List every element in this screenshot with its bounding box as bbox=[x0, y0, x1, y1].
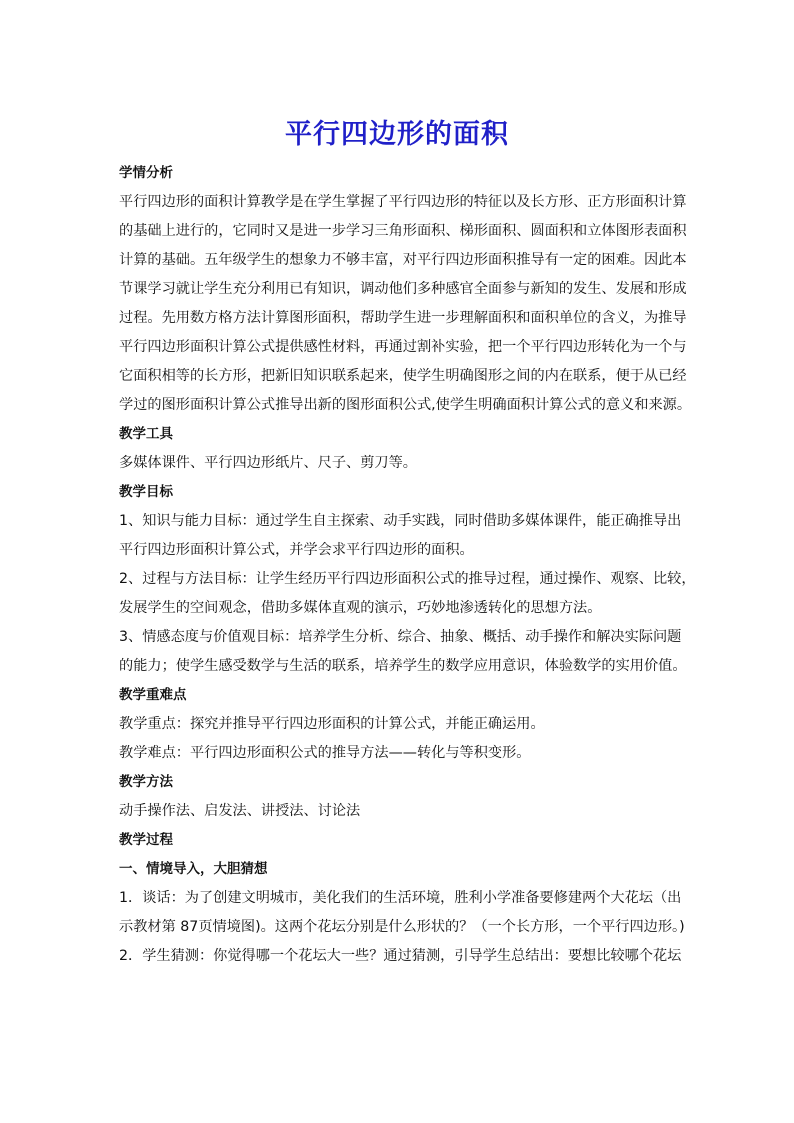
paragraph-line: 2、过程与方法目标：让学生经历平行四边形面积公式的推导过程，通过操作、观察、比较， bbox=[119, 571, 696, 587]
paragraph-line: 2．学生猜测：你觉得哪一个花坛大一些？通过猜测，引导学生总结出：要想比较哪个花坛 bbox=[119, 948, 682, 964]
paragraph-line: 过程。先用数方格方法计算图形面积，帮助学生进一步理解面积和面积单位的含义，为推导 bbox=[119, 310, 687, 326]
section-heading: 教学重难点 bbox=[119, 687, 187, 703]
section-heading: 教学工具 bbox=[119, 426, 173, 442]
paragraph-line: 1．谈话：为了创建文明城市，美化我们的生活环境，胜利小学准备要修建两个大花坛（出 bbox=[119, 890, 682, 906]
paragraph-line: 计算的基础。五年级学生的想象力不够丰富，对平行四边形面积推导有一定的困难。因此本 bbox=[119, 252, 687, 268]
paragraph-line: 动手操作法、启发法、讲授法、讨论法 bbox=[119, 803, 361, 819]
document-title: 平行四边形的面积 bbox=[285, 119, 509, 150]
paragraph-line: 节课学习就让学生充分利用已有知识，调动他们多种感官全面参与新知的发生、发展和形成 bbox=[119, 281, 687, 297]
paragraph-line: 平行四边形面积计算公式，并学会求平行四边形的面积。 bbox=[119, 542, 474, 558]
section-heading: 教学过程 bbox=[119, 832, 173, 848]
section-heading: 教学目标 bbox=[119, 484, 173, 500]
paragraph-line: 教学难点：平行四边形面积公式的推导方法——转化与等积变形。 bbox=[119, 745, 531, 761]
paragraph-line: 平行四边形的面积计算教学是在学生掌握了平行四边形的特征以及长方形、正方形面积计算 bbox=[119, 194, 687, 210]
paragraph-line: 的基础上进行的，它同时又是进一步学习三角形面积、梯形面积、圆面积和立体图形表面积 bbox=[119, 223, 687, 239]
paragraph-line: 3、情感态度与价值观目标：培养学生分析、综合、抽象、概括、动手操作和解决实际问题 bbox=[119, 629, 682, 645]
section-heading: 教学方法 bbox=[119, 774, 173, 790]
paragraph-line: 的能力；使学生感受数学与生活的联系，培养学生的数学应用意识，体验数学的实用价值。 bbox=[119, 658, 687, 674]
paragraph-line: 平行四边形面积计算公式提供感性材料，再通过割补实验，把一个平行四边形转化为一个与 bbox=[119, 339, 687, 355]
paragraph-line: 发展学生的空间观念，借助多媒体直观的演示，巧妙地渗透转化的思想方法。 bbox=[119, 600, 602, 616]
paragraph-line: 1、知识与能力目标：通过学生自主探索、动手实践，同时借助多媒体课件，能正确推导出 bbox=[119, 513, 682, 529]
paragraph-line: 多媒体课件、平行四边形纸片、尺子、剪刀等。 bbox=[119, 455, 417, 471]
paragraph-line: 学过的图形面积计算公式推导出新的图形面积公式,使学生明确面积计算公式的意义和来源。 bbox=[119, 397, 692, 413]
paragraph-line: 它面积相等的长方形，把新旧知识联系起来，使学生明确图形之间的内在联系，便于从已经 bbox=[119, 368, 687, 384]
document-body bbox=[119, 164, 696, 976]
subsection-heading: 一、情境导入，大胆猜想 bbox=[119, 861, 268, 877]
paragraph-line: 教学重点：探究并推导平行四边形面积的计算公式，并能正确运用。 bbox=[119, 716, 545, 732]
section-heading: 学情分析 bbox=[119, 165, 173, 181]
paragraph-line: 示教材第 87页情境图)。这两个花坛分别是什么形状的？（一个长方形，一个平行四边形。) bbox=[119, 919, 685, 935]
